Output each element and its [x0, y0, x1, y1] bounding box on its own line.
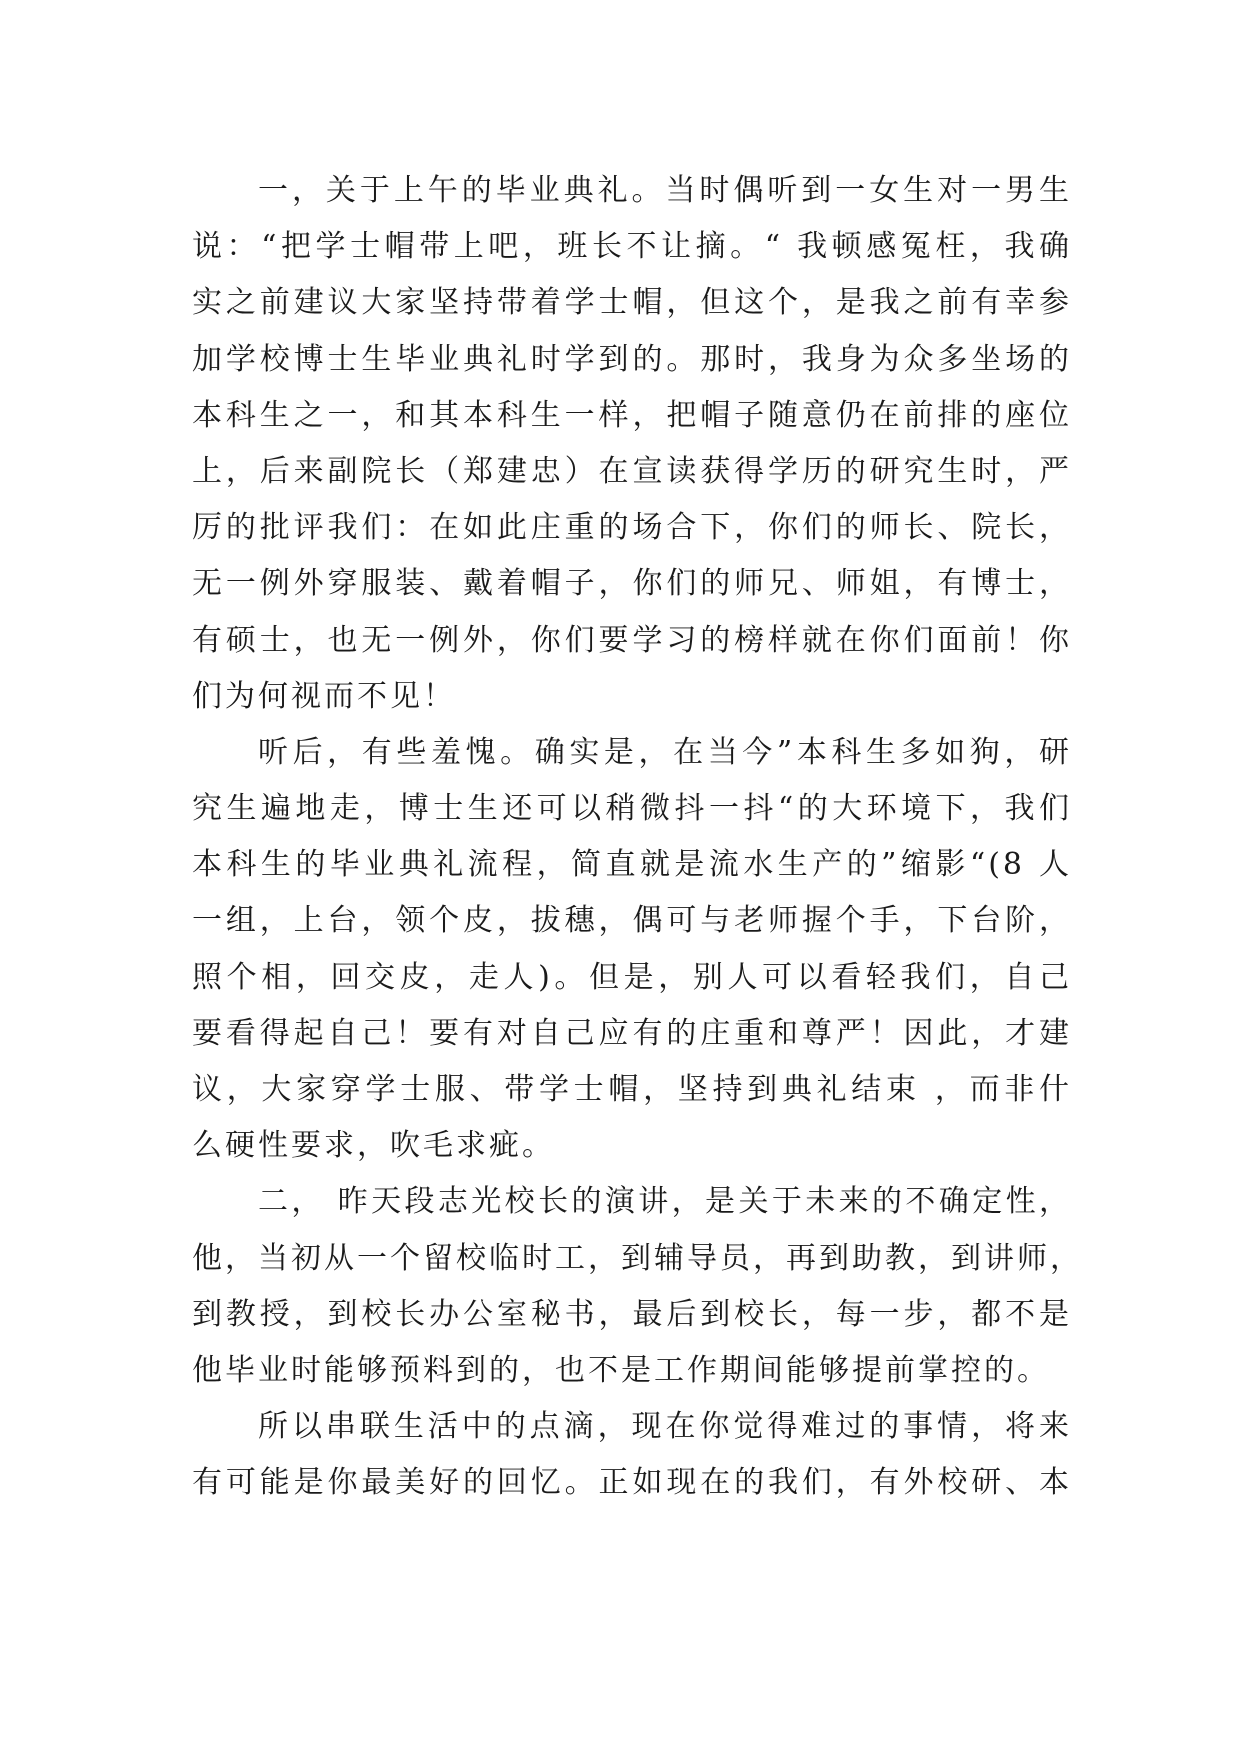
text-line: 本科生之一，和其本科生一样，把帽子随意仍在前排的座位: [192, 397, 1072, 433]
text-line: 么硬性要求，吹毛求疵。: [192, 1128, 555, 1164]
text-line: 上，后来副院长（郑建忠）在宣读获得学历的研究生时，严: [192, 453, 1072, 489]
text-line: 究生遍地走，博士生还可以稍微抖一抖“的大环境下，我们: [192, 791, 1072, 827]
text-line: 加学校博士生毕业典礼时学到的。那时，我身为众多坐场的: [192, 341, 1072, 377]
text-line: 实之前建议大家坚持带着学士帽，但这个，是我之前有幸参: [192, 285, 1072, 321]
text-line: 他，当初从一个留校临时工，到辅导员，再到助教，到讲师，: [192, 1240, 1083, 1276]
text-line: 无一例外穿服装、戴着帽子，你们的师兄、师姐，有博士，: [192, 566, 1072, 602]
text-line: 有硕士，也无一例外，你们要学习的榜样就在你们面前！你: [192, 622, 1072, 658]
text-line: 们为何视而不见！: [192, 678, 456, 714]
text-line: 所以串联生活中的点滴，现在你觉得难过的事情，将来: [258, 1409, 1072, 1445]
text-line: 二， 昨天段志光校长的演讲，是关于未来的不确定性，: [258, 1184, 1072, 1220]
text-line: 厉的批评我们：在如此庄重的场合下，你们的师长、院长，: [192, 510, 1072, 546]
text-line: 要看得起自己！要有对自己应有的庄重和尊严！因此，才建: [192, 1015, 1072, 1051]
text-line: 照个相，回交皮，走人)。但是，别人可以看轻我们，自己: [192, 959, 1072, 995]
text-line: 有可能是你最美好的回忆。正如现在的我们，有外校研、本: [192, 1465, 1072, 1501]
text-line: 议，大家穿学士服、带学士帽，坚持到典礼结束 ，而非什: [192, 1072, 1072, 1107]
text-line: 听后，有些羞愧。确实是，在当今”本科生多如狗，研: [258, 734, 1072, 770]
text-line: 本科生的毕业典礼流程，简直就是流水生产的”缩影“(8 人: [192, 847, 1072, 883]
text-line: 他毕业时能够预料到的，也不是工作期间能够提前掌控的。: [192, 1352, 1050, 1388]
text-line: 到教授，到校长办公室秘书，最后到校长，每一步，都不是: [192, 1296, 1072, 1332]
text-line: 说：“把学士帽带上吧，班长不让摘。“ 我顿感冤枉，我确: [192, 229, 1072, 265]
document-body: [192, 163, 1083, 1512]
text-line: 一组，上台，领个皮，拔穗，偶可与老师握个手，下台阶，: [192, 903, 1072, 939]
text-line: 一，关于上午的毕业典礼。当时偶听到一女生对一男生: [258, 173, 1072, 208]
